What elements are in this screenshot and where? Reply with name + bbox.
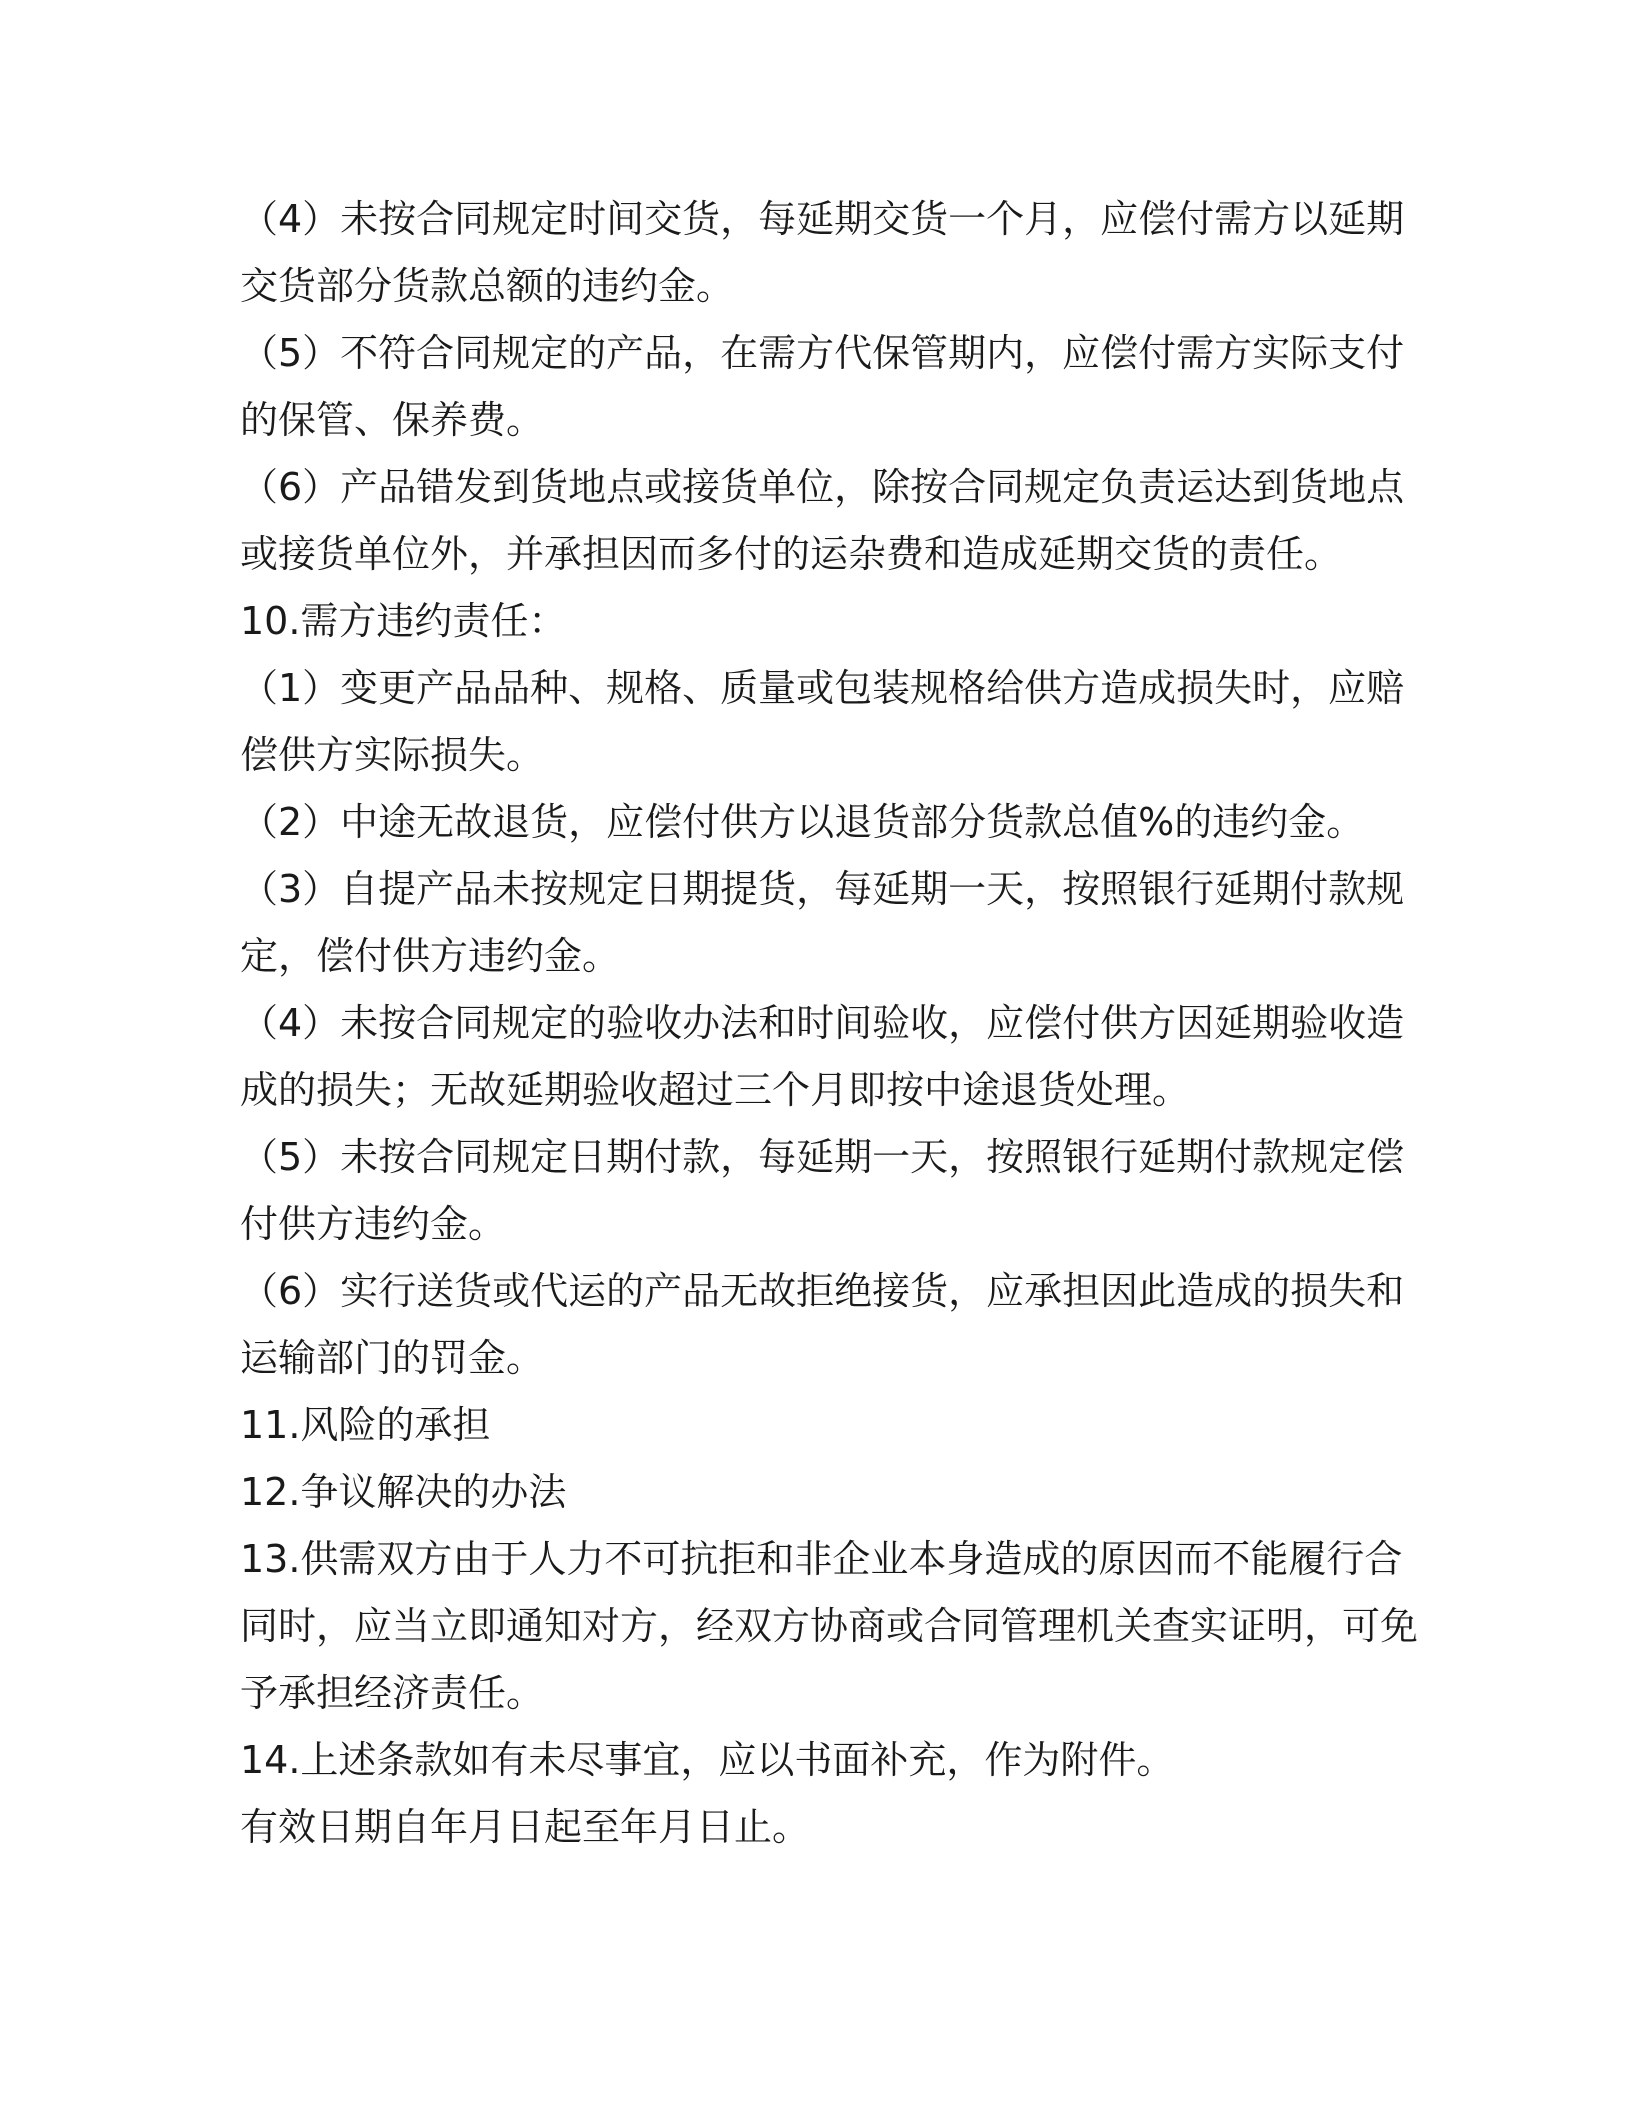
- text-line: （5）未按合同规定日期付款，每延期一天，按照银行延期付款规定偿: [240, 1135, 1405, 1179]
- text-line: （2）中途无故退货，应偿付供方以退货部分货款总值%的违约金。: [240, 800, 1365, 844]
- text-line: 的保管、保养费。: [240, 398, 545, 442]
- text-line: （4）未按合同规定的验收办法和时间验收，应偿付供方因延期验收造: [240, 1001, 1405, 1045]
- text-line: 同时，应当立即通知对方，经双方协商或合同管理机关查实证明，可免: [240, 1604, 1419, 1648]
- text-line: （6）实行送货或代运的产品无故拒绝接货，应承担因此造成的损失和: [240, 1269, 1405, 1313]
- text-line: 运输部门的罚金。: [240, 1336, 545, 1380]
- text-line: 定，偿付供方违约金。: [240, 934, 621, 978]
- text-line: 14.上述条款如有未尽事宜，应以书面补充，作为附件。: [240, 1738, 1175, 1782]
- text-line: 偿供方实际损失。: [240, 733, 545, 777]
- section-heading: 11.风险的承担: [240, 1403, 491, 1447]
- text-line: 交货部分货款总额的违约金。: [240, 264, 735, 308]
- document-body: [240, 186, 1419, 1861]
- text-line: 或接货单位外，并承担因而多付的运杂费和造成延期交货的责任。: [240, 532, 1343, 576]
- text-line: （6）产品错发到货地点或接货单位，除按合同规定负责运达到货地点: [240, 465, 1405, 509]
- section-heading: 12.争议解决的办法: [240, 1470, 567, 1514]
- text-line: 成的损失；无故延期验收超过三个月即按中途退货处理。: [240, 1068, 1191, 1112]
- text-line: （1）变更产品品种、规格、质量或包装规格给供方造成损失时，应赔: [240, 666, 1405, 710]
- section-heading: 10.需方违约责任：: [240, 599, 567, 643]
- text-line: 付供方违约金。: [240, 1202, 507, 1246]
- text-line: （5）不符合同规定的产品，在需方代保管期内，应偿付需方实际支付: [240, 331, 1405, 375]
- text-line: 予承担经济责任。: [240, 1671, 545, 1715]
- text-line: （3）自提产品未按规定日期提货，每延期一天，按照银行延期付款规: [240, 867, 1405, 911]
- text-line: 有效日期自年月日起至年月日止。: [240, 1805, 811, 1849]
- text-line: 13.供需双方由于人力不可抗拒和非企业本身造成的原因而不能履行合: [240, 1537, 1403, 1581]
- text-line: （4）未按合同规定时间交货，每延期交货一个月，应偿付需方以延期: [240, 197, 1405, 241]
